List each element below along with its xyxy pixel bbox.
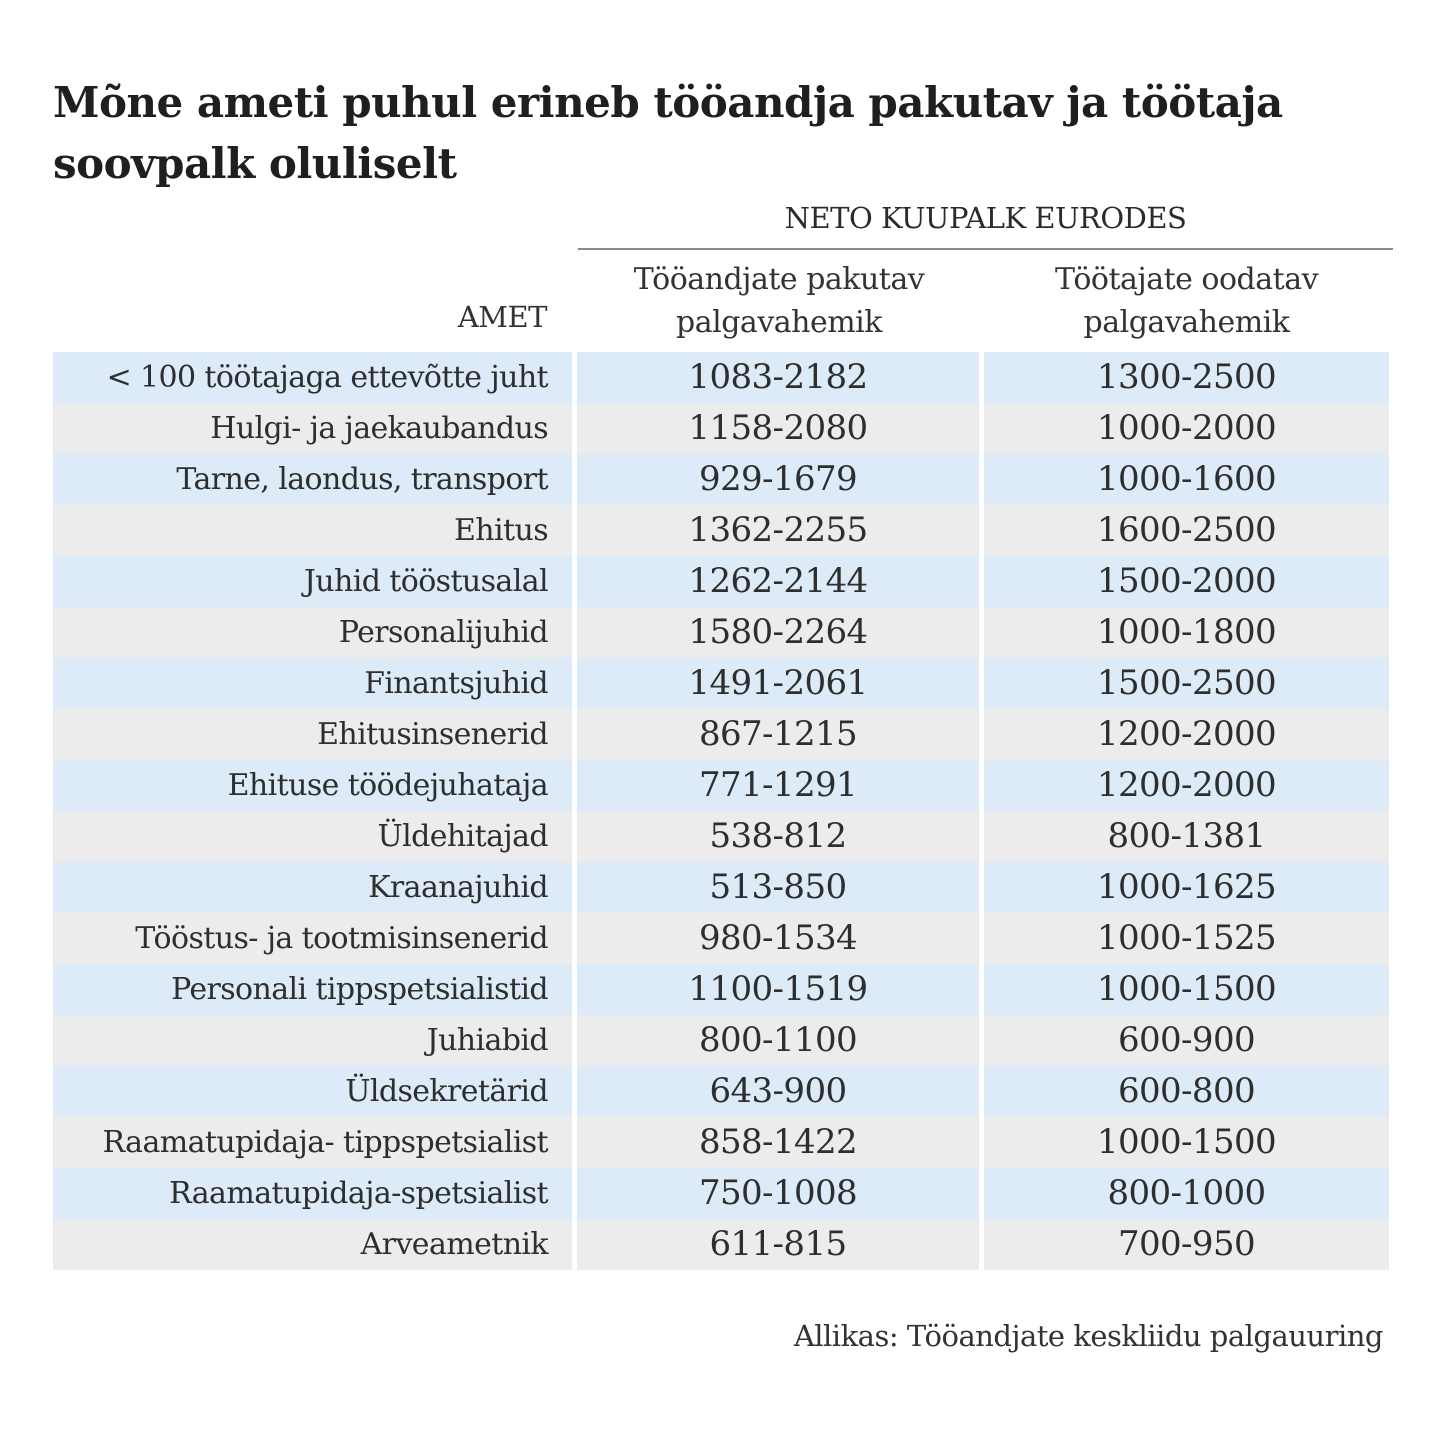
cell-pakutav: 800-1100 bbox=[577, 1015, 979, 1066]
table-row bbox=[53, 556, 1389, 607]
cell-oodatav: 1500-2500 bbox=[984, 658, 1389, 709]
cell-oodatav: 1500-2000 bbox=[984, 556, 1389, 607]
cell-oodatav: 1000-1500 bbox=[984, 1117, 1389, 1168]
column-header-pakutav: Tööandjate pakutav palgavahemik bbox=[633, 262, 925, 340]
table-row bbox=[53, 505, 1389, 556]
table-row bbox=[53, 760, 1389, 811]
table-row bbox=[53, 862, 1389, 913]
cell-oodatav: 700-950 bbox=[984, 1219, 1389, 1270]
cell-oodatav: 1600-2500 bbox=[984, 505, 1389, 556]
cell-amet: Üldsekretärid bbox=[53, 1066, 572, 1117]
cell-amet: Arveametnik bbox=[53, 1219, 572, 1270]
table-row bbox=[53, 658, 1389, 709]
cell-pakutav: 771-1291 bbox=[577, 760, 979, 811]
cell-amet: Raamatupidaja- tippspetsialist bbox=[53, 1117, 572, 1168]
cell-amet: Tööstus- ja tootmisinsenerid bbox=[53, 913, 572, 964]
table-row bbox=[53, 913, 1389, 964]
cell-pakutav: 1491-2061 bbox=[577, 658, 979, 709]
cell-pakutav: 1362-2255 bbox=[577, 505, 979, 556]
cell-amet: Personalijuhid bbox=[53, 607, 572, 658]
table-row bbox=[53, 964, 1389, 1015]
group-header: NETO KUUPALK EURODES bbox=[578, 196, 1393, 250]
cell-oodatav: 800-1000 bbox=[984, 1168, 1389, 1219]
cell-oodatav: 1000-2000 bbox=[984, 403, 1389, 454]
cell-oodatav: 1000-1500 bbox=[984, 964, 1389, 1015]
cell-amet: Finantsjuhid bbox=[53, 658, 572, 709]
cell-pakutav: 980-1534 bbox=[577, 913, 979, 964]
cell-pakutav: 611-815 bbox=[577, 1219, 979, 1270]
cell-amet: Hulgi- ja jaekaubandus bbox=[53, 403, 572, 454]
cell-pakutav: 538-812 bbox=[577, 811, 979, 862]
cell-amet: Üldehitajad bbox=[53, 811, 572, 862]
table-row bbox=[53, 709, 1389, 760]
table-row bbox=[53, 403, 1389, 454]
cell-pakutav: 1262-2144 bbox=[577, 556, 979, 607]
cell-amet: Ehitus bbox=[53, 505, 572, 556]
cell-pakutav: 1158-2080 bbox=[577, 403, 979, 454]
table-row bbox=[53, 454, 1389, 505]
table-row bbox=[53, 1066, 1389, 1117]
salary-table bbox=[53, 352, 1389, 1270]
table-row bbox=[53, 607, 1389, 658]
column-header-oodatav: Töötajate oodatav palgavahemik bbox=[1054, 262, 1319, 340]
cell-oodatav: 1000-1800 bbox=[984, 607, 1389, 658]
table-row bbox=[53, 352, 1389, 403]
cell-oodatav: 1200-2000 bbox=[984, 709, 1389, 760]
cell-oodatav: 800-1381 bbox=[984, 811, 1389, 862]
cell-amet: Ehitusinsenerid bbox=[53, 709, 572, 760]
cell-amet: Tarne, laondus, transport bbox=[53, 454, 572, 505]
source-note: Allikas: Tööandjate keskliidu palgauuring bbox=[793, 1319, 1383, 1353]
cell-oodatav: 1200-2000 bbox=[984, 760, 1389, 811]
table-row bbox=[53, 1117, 1389, 1168]
cell-pakutav: 643-900 bbox=[577, 1066, 979, 1117]
column-header-amet: AMET bbox=[457, 300, 547, 334]
cell-oodatav: 1000-1600 bbox=[984, 454, 1389, 505]
table-row bbox=[53, 1219, 1389, 1270]
cell-oodatav: 600-900 bbox=[984, 1015, 1389, 1066]
cell-pakutav: 929-1679 bbox=[577, 454, 979, 505]
cell-amet: < 100 töötajaga ettevõtte juht bbox=[53, 352, 572, 403]
cell-amet: Juhid tööstusalal bbox=[53, 556, 572, 607]
table-row bbox=[53, 1015, 1389, 1066]
table-row bbox=[53, 1168, 1389, 1219]
cell-amet: Personali tippspetsialistid bbox=[53, 964, 572, 1015]
cell-pakutav: 1100-1519 bbox=[577, 964, 979, 1015]
cell-pakutav: 513-850 bbox=[577, 862, 979, 913]
cell-amet: Kraanajuhid bbox=[53, 862, 572, 913]
table-row bbox=[53, 811, 1389, 862]
cell-oodatav: 1000-1625 bbox=[984, 862, 1389, 913]
chart-title: Mõne ameti puhul erineb tööandja pakutav ja töötaja soovpalk oluliselt bbox=[53, 78, 1283, 188]
cell-oodatav: 600-800 bbox=[984, 1066, 1389, 1117]
cell-pakutav: 1083-2182 bbox=[577, 352, 979, 403]
cell-amet: Raamatupidaja-spetsialist bbox=[53, 1168, 572, 1219]
cell-pakutav: 750-1008 bbox=[577, 1168, 979, 1219]
cell-oodatav: 1300-2500 bbox=[984, 352, 1389, 403]
cell-pakutav: 858-1422 bbox=[577, 1117, 979, 1168]
cell-pakutav: 1580-2264 bbox=[577, 607, 979, 658]
cell-pakutav: 867-1215 bbox=[577, 709, 979, 760]
cell-amet: Ehituse töödejuhataja bbox=[53, 760, 572, 811]
cell-oodatav: 1000-1525 bbox=[984, 913, 1389, 964]
cell-amet: Juhiabid bbox=[53, 1015, 572, 1066]
